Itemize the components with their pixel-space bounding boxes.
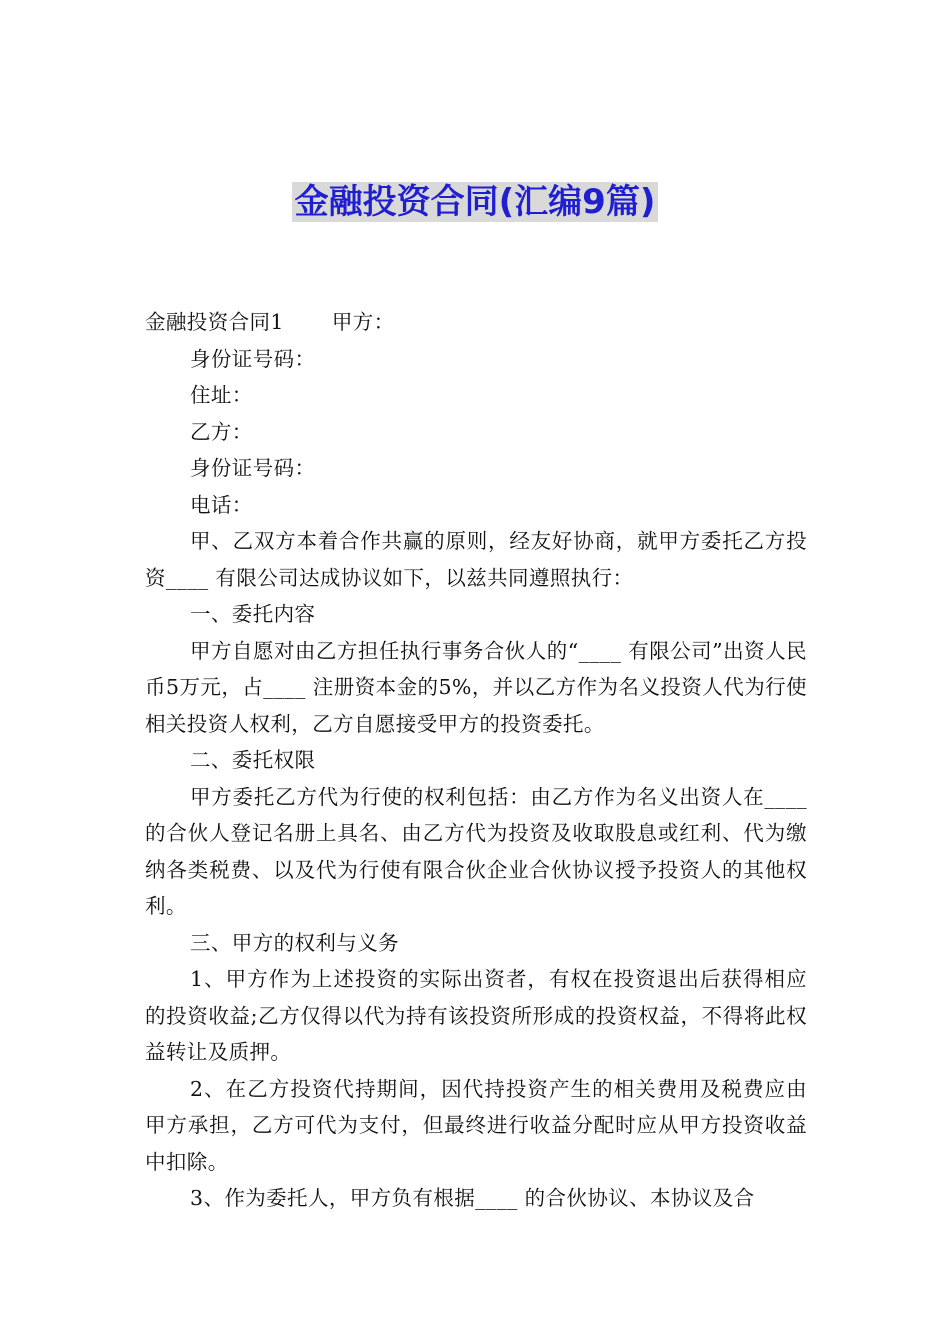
- contract-number-label: 金融投资合同1: [145, 310, 284, 334]
- contract-heading-line: [145, 304, 807, 341]
- section-3-item-3: 3、作为委托人，甲方负有根据____ 的合伙协议、本协议及合: [190, 1186, 755, 1210]
- intro-paragraph: 甲、乙双方本着合作共赢的原则，经友好协商，就甲方委托乙方投资____ 有限公司达成协议如下，以兹共同遵照执行：: [145, 529, 807, 590]
- phone-field: 电话：: [190, 492, 253, 517]
- party-b-field: 乙方：: [190, 419, 253, 444]
- section-3-title: 三、甲方的权利与义务: [190, 930, 399, 955]
- document-title-text: 金融投资合同(汇编9篇): [292, 182, 659, 222]
- section-1-body: 甲方自愿对由乙方担任执行事务合伙人的“____ 有限公司”出资人民币5万元，占____ 注册资本金的5%，并以乙方作为名义投资人代为行使相关投资人权利，乙方自愿接受甲方的投资委托。: [145, 638, 807, 736]
- section-1-title: 一、委托内容: [190, 602, 316, 626]
- id-number-b-field: 身份证号码：: [190, 456, 316, 480]
- section-2-title: 二、委托权限: [190, 748, 316, 772]
- id-number-a-field: 身份证号码：: [190, 346, 316, 371]
- document-body: [145, 304, 807, 1217]
- document-title: [0, 180, 950, 224]
- section-3-item-1: 1、甲方作为上述投资的实际出资者，有权在投资退出后获得相应的投资收益;乙方仅得以代为持有该投资所形成的投资权益，不得将此权益转让及质押。: [145, 967, 807, 1064]
- address-field: 住址：: [190, 383, 253, 407]
- section-3-item-2: 2、在乙方投资代持期间，因代持投资产生的相关费用及税费应由甲方承担，乙方可代为支付，但最终进行收益分配时应从甲方投资收益中扣除。: [145, 1076, 807, 1174]
- section-2-body: 甲方委托乙方代为行使的权利包括：由乙方作为名义出资人在____ 的合伙人登记名册上具名、由乙方代为投资及收取股息或红利、代为缴纳各类税费、以及代为行使有限合伙企业合伙协议授予投资人的其他权利。: [145, 784, 807, 918]
- party-a-field: 甲方：: [331, 310, 395, 334]
